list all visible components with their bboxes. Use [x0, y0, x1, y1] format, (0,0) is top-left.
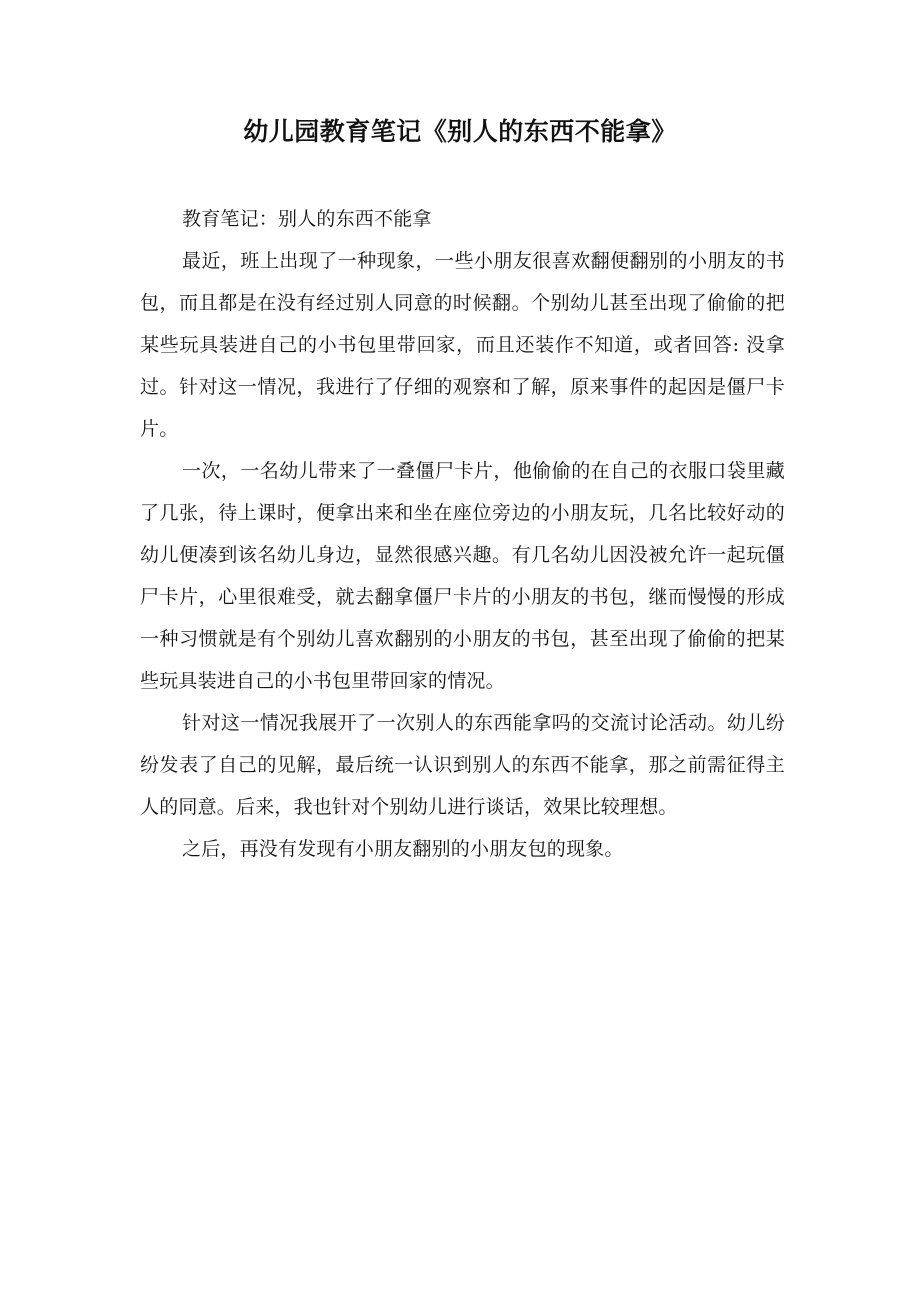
- document-body: [140, 198, 785, 870]
- body-paragraph-4: 之后，再没有发现有小朋友翻别的小朋友包的现象。: [182, 838, 624, 860]
- document-title: 幼儿园教育笔记《别人的东西不能拿》: [243, 117, 677, 146]
- body-paragraph-3: 针对这一情况我展开了一次别人的东西能拿吗的交流讨论活动。幼儿纷纷发表了自己的见解，最后统一认识到别人的东西不能拿，那之前需征得主人的同意。后来，我也针对个别幼儿进行谈话，效果比较理想。: [140, 712, 785, 818]
- body-paragraph-1: 最近，班上出现了一种现象，一些小朋友很喜欢翻便翻别的小朋友的书包，而且都是在没有经过别人同意的时候翻。个别幼儿甚至出现了偷偷的把某些玩具装进自己的小书包里带回家，而且还装作不知道，或者回答: 没拿过。针对这一情况，我进行了仔细的观察和了解，原来事件的起因是僵尸卡片。: [140, 250, 785, 440]
- subtitle-paragraph: 教育笔记：别人的东西不能拿: [182, 208, 432, 230]
- body-paragraph-2: 一次，一名幼儿带来了一叠僵尸卡片，他偷偷的在自己的衣服口袋里藏了几张，待上课时，便拿出来和坐在座位旁边的小朋友玩，几名比较好动的幼儿便凑到该名幼儿身边，显然很感兴趣。有几名幼儿因没被允许一起玩僵尸卡片，心里很难受，就去翻拿僵尸卡片的小朋友的书包，继而慢慢的形成一种习惯就是有个别幼儿喜欢翻别的小朋友的书包，甚至出现了偷偷的把某些玩具装进自己的小书包里带回家的情况。: [140, 460, 785, 692]
